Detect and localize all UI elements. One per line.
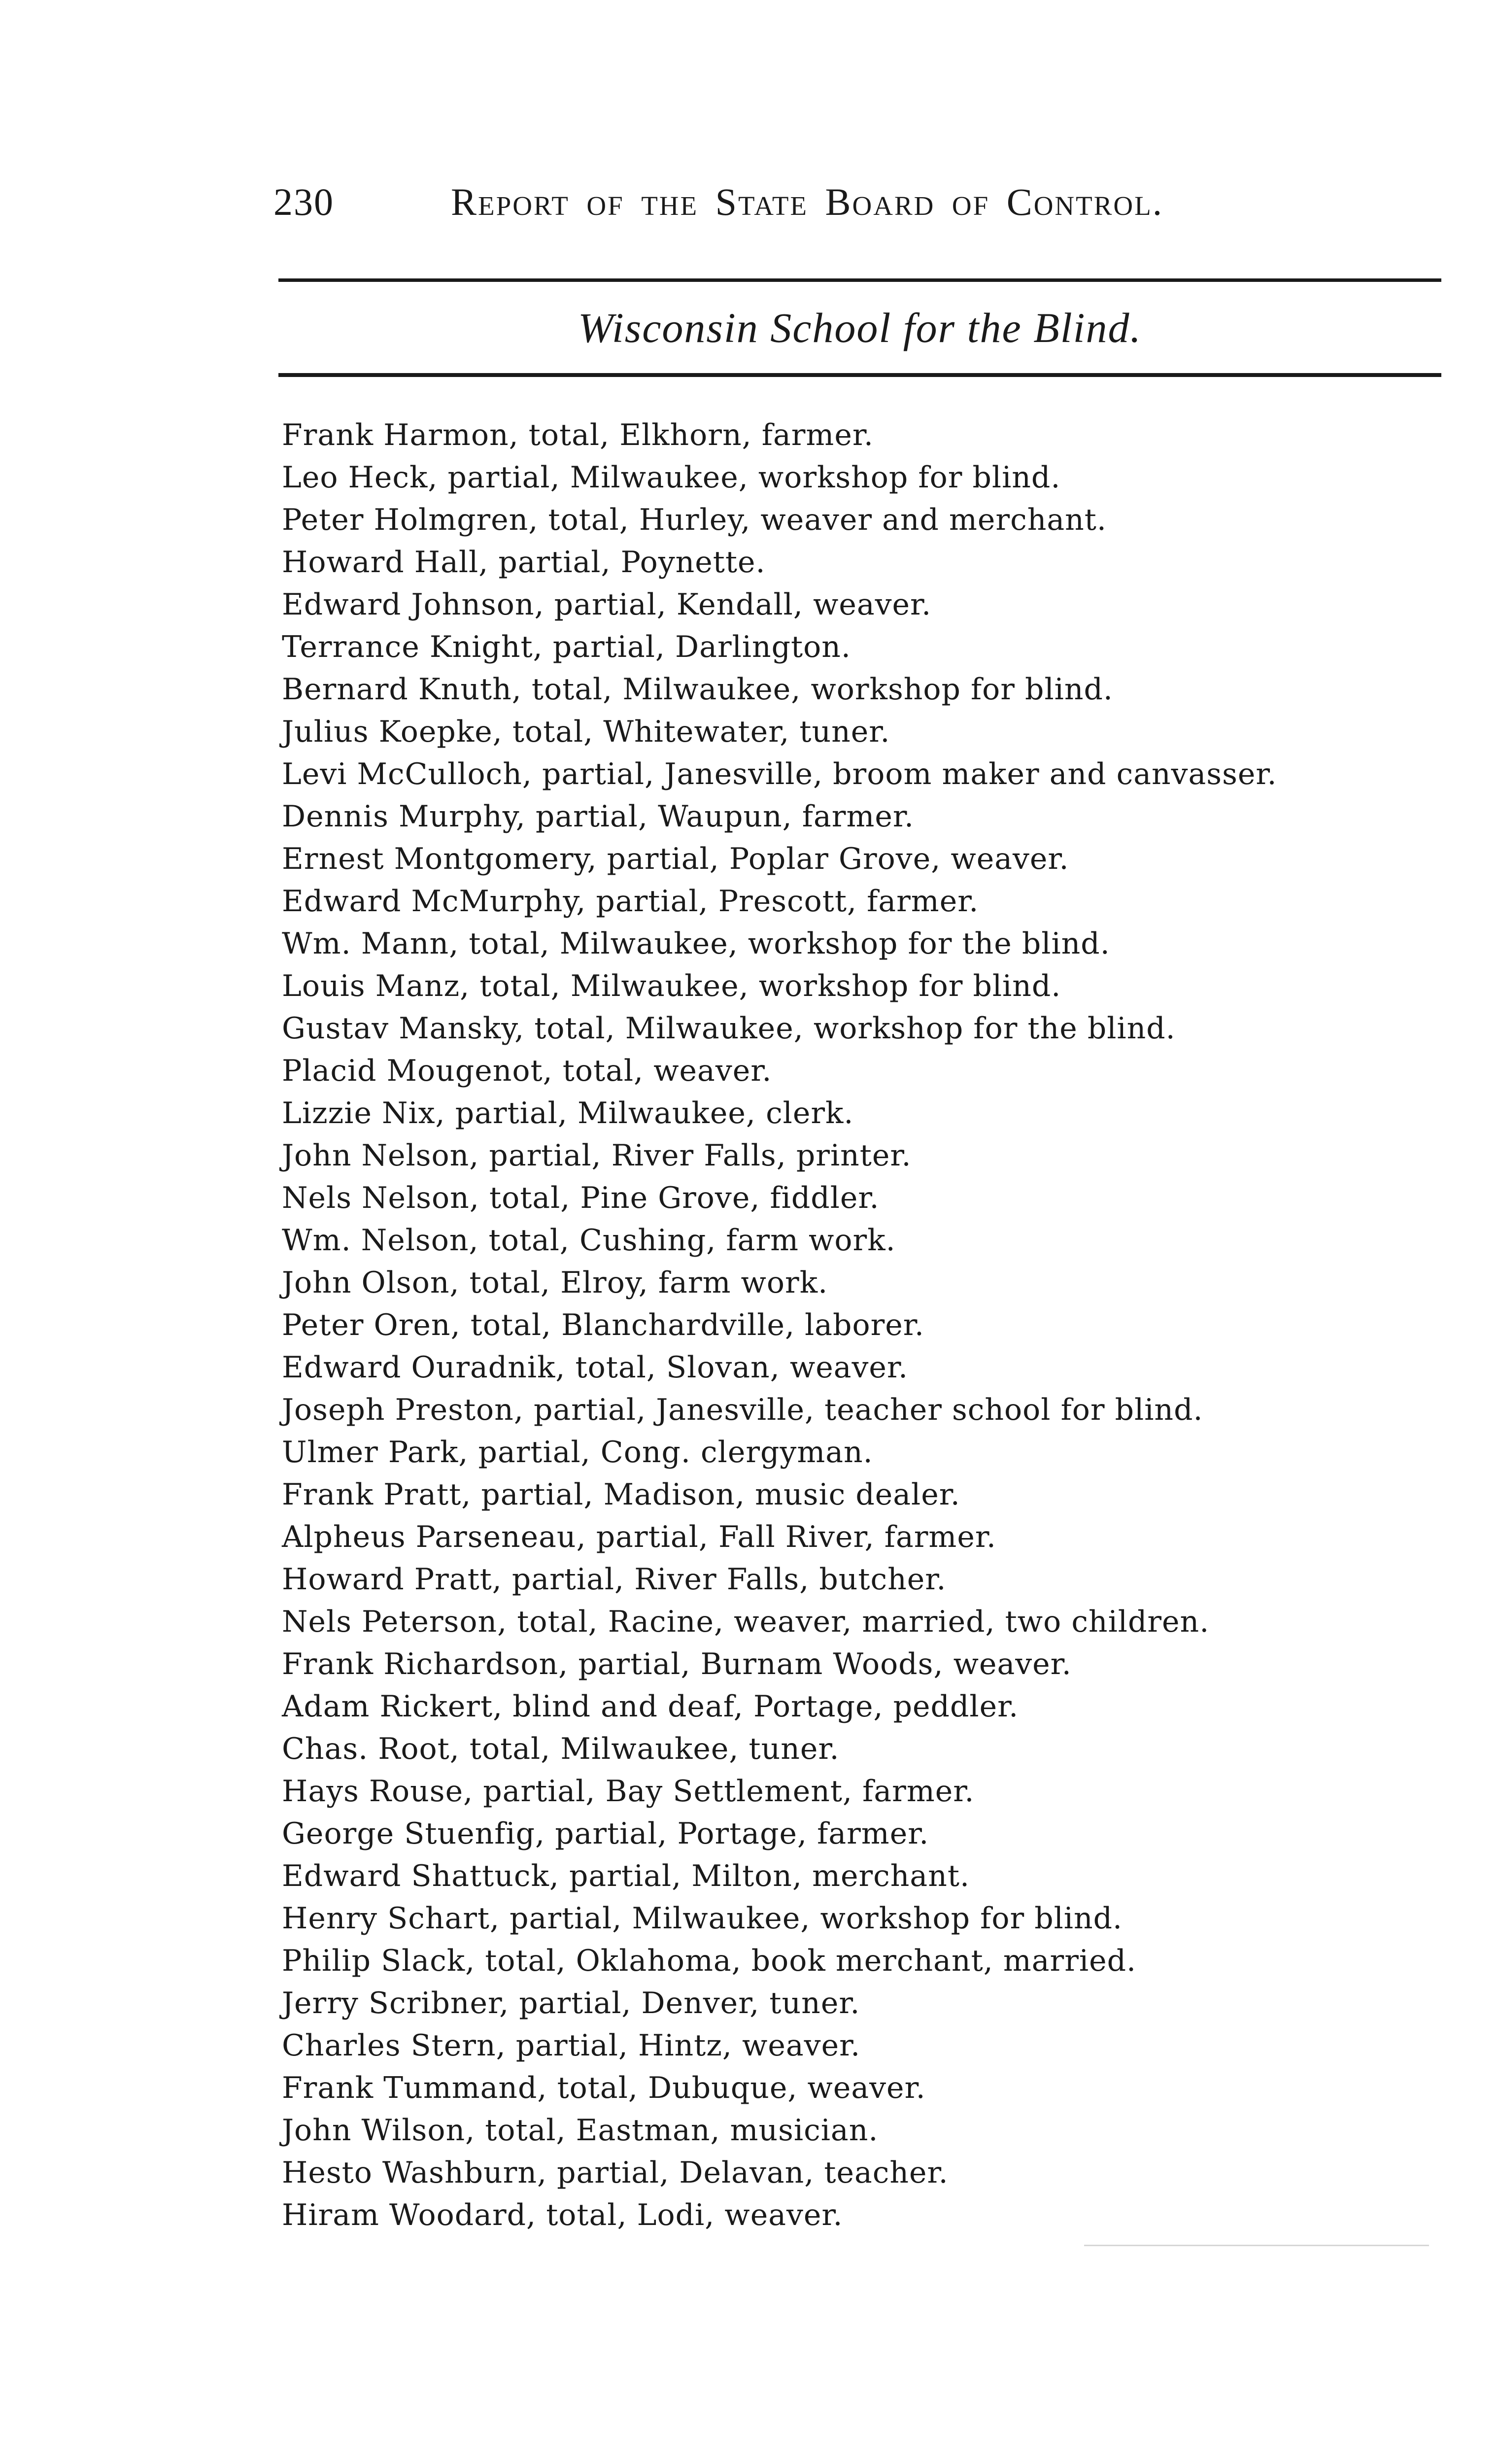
entry-line: Frank Richardson, partial, Burnam Woods, weaver. xyxy=(282,1647,1072,1681)
entry-line: Terrance Knight, partial, Darlington. xyxy=(282,630,851,664)
entry-line: Frank Tummand, total, Dubuque, weaver. xyxy=(282,2071,926,2105)
entry-line: Edward Shattuck, partial, Milton, merchant. xyxy=(282,1859,970,1893)
entry-line: Peter Oren, total, Blanchardville, laborer. xyxy=(282,1308,924,1342)
entry-line: Edward Johnson, partial, Kendall, weaver. xyxy=(282,587,932,622)
running-title: Report of the State Board of Control. xyxy=(451,180,1164,223)
entry-line: Adam Rickert, blind and deaf, Portage, peddler. xyxy=(282,1689,1019,1724)
entry-line: Jerry Scribner, partial, Denver, tuner. xyxy=(282,1986,860,2020)
entry-line: Alpheus Parseneau, partial, Fall River, farmer. xyxy=(282,1520,996,1554)
entry-line: George Stuenfig, partial, Portage, farmer. xyxy=(282,1816,929,1851)
entry-line: Bernard Knuth, total, Milwaukee, workshop for blind. xyxy=(282,672,1113,707)
entry-line: John Wilson, total, Eastman, musician. xyxy=(282,2113,879,2148)
running-head xyxy=(273,175,1436,229)
entry-line: Lizzie Nix, partial, Milwaukee, clerk. xyxy=(282,1096,854,1130)
entry-line: Wm. Mann, total, Milwaukee, workshop for the blind. xyxy=(282,926,1110,961)
entry-line: Placid Mougenot, total, weaver. xyxy=(282,1054,772,1088)
entry-line: Howard Pratt, partial, River Falls, butcher. xyxy=(282,1562,947,1597)
entry-line: Levi McCulloch, partial, Janesville, broom maker and canvasser. xyxy=(282,757,1277,791)
entry-line: Joseph Preston, partial, Janesville, teacher school for blind. xyxy=(282,1393,1203,1427)
entry-line: Ulmer Park, partial, Cong. clergyman. xyxy=(282,1435,873,1470)
section-title: Wisconsin School for the Blind. xyxy=(578,304,1142,351)
entry-line: Frank Harmon, total, Elkhorn, farmer. xyxy=(282,418,874,452)
entry-line: John Olson, total, Elroy, farm work. xyxy=(282,1266,828,1300)
scan-artifact-line xyxy=(1084,2245,1429,2246)
entry-line: Gustav Mansky, total, Milwaukee, workshop for the blind. xyxy=(282,1011,1176,1046)
entry-line: Peter Holmgren, total, Hurley, weaver and merchant. xyxy=(282,503,1107,537)
entry-line: Charles Stern, partial, Hintz, weaver. xyxy=(282,2028,861,2063)
entry-line: Nels Nelson, total, Pine Grove, fiddler. xyxy=(282,1181,880,1215)
entry-list xyxy=(282,414,1277,2236)
entry-line: Julius Koepke, total, Whitewater, tuner. xyxy=(282,715,890,749)
entry-line: Frank Pratt, partial, Madison, music dealer. xyxy=(282,1477,960,1512)
entry-line: Wm. Nelson, total, Cushing, farm work. xyxy=(282,1223,896,1258)
top-rule xyxy=(278,278,1441,282)
entry-line: Henry Schart, partial, Milwaukee, workshop for blind. xyxy=(282,1901,1123,1936)
entry-line: Hesto Washburn, partial, Delavan, teacher. xyxy=(282,2156,949,2190)
entry-line: Nels Peterson, total, Racine, weaver, married, two children. xyxy=(282,1605,1210,1639)
bottom-rule xyxy=(278,373,1441,377)
entry-line: Edward Ouradnik, total, Slovan, weaver. xyxy=(282,1350,909,1385)
entry-line: Louis Manz, total, Milwaukee, workshop for blind. xyxy=(282,969,1061,1003)
entry-line: John Nelson, partial, River Falls, printer. xyxy=(282,1138,912,1173)
entry-line: Chas. Root, total, Milwaukee, tuner. xyxy=(282,1732,840,1766)
entry-line: Leo Heck, partial, Milwaukee, workshop for blind. xyxy=(282,460,1061,495)
entry-line: Ernest Montgomery, partial, Poplar Grove, weaver. xyxy=(282,842,1069,876)
entry-line: Philip Slack, total, Oklahoma, book merchant, married. xyxy=(282,1944,1137,1978)
entry-line: Hays Rouse, partial, Bay Settlement, farmer. xyxy=(282,1774,975,1809)
entry-line: Hiram Woodard, total, Lodi, weaver. xyxy=(282,2198,843,2232)
entry-line: Howard Hall, partial, Poynette. xyxy=(282,545,766,580)
page-number: 230 xyxy=(273,180,334,223)
entry-line: Edward McMurphy, partial, Prescott, farmer. xyxy=(282,884,979,919)
entry-line: Dennis Murphy, partial, Waupun, farmer. xyxy=(282,799,915,834)
